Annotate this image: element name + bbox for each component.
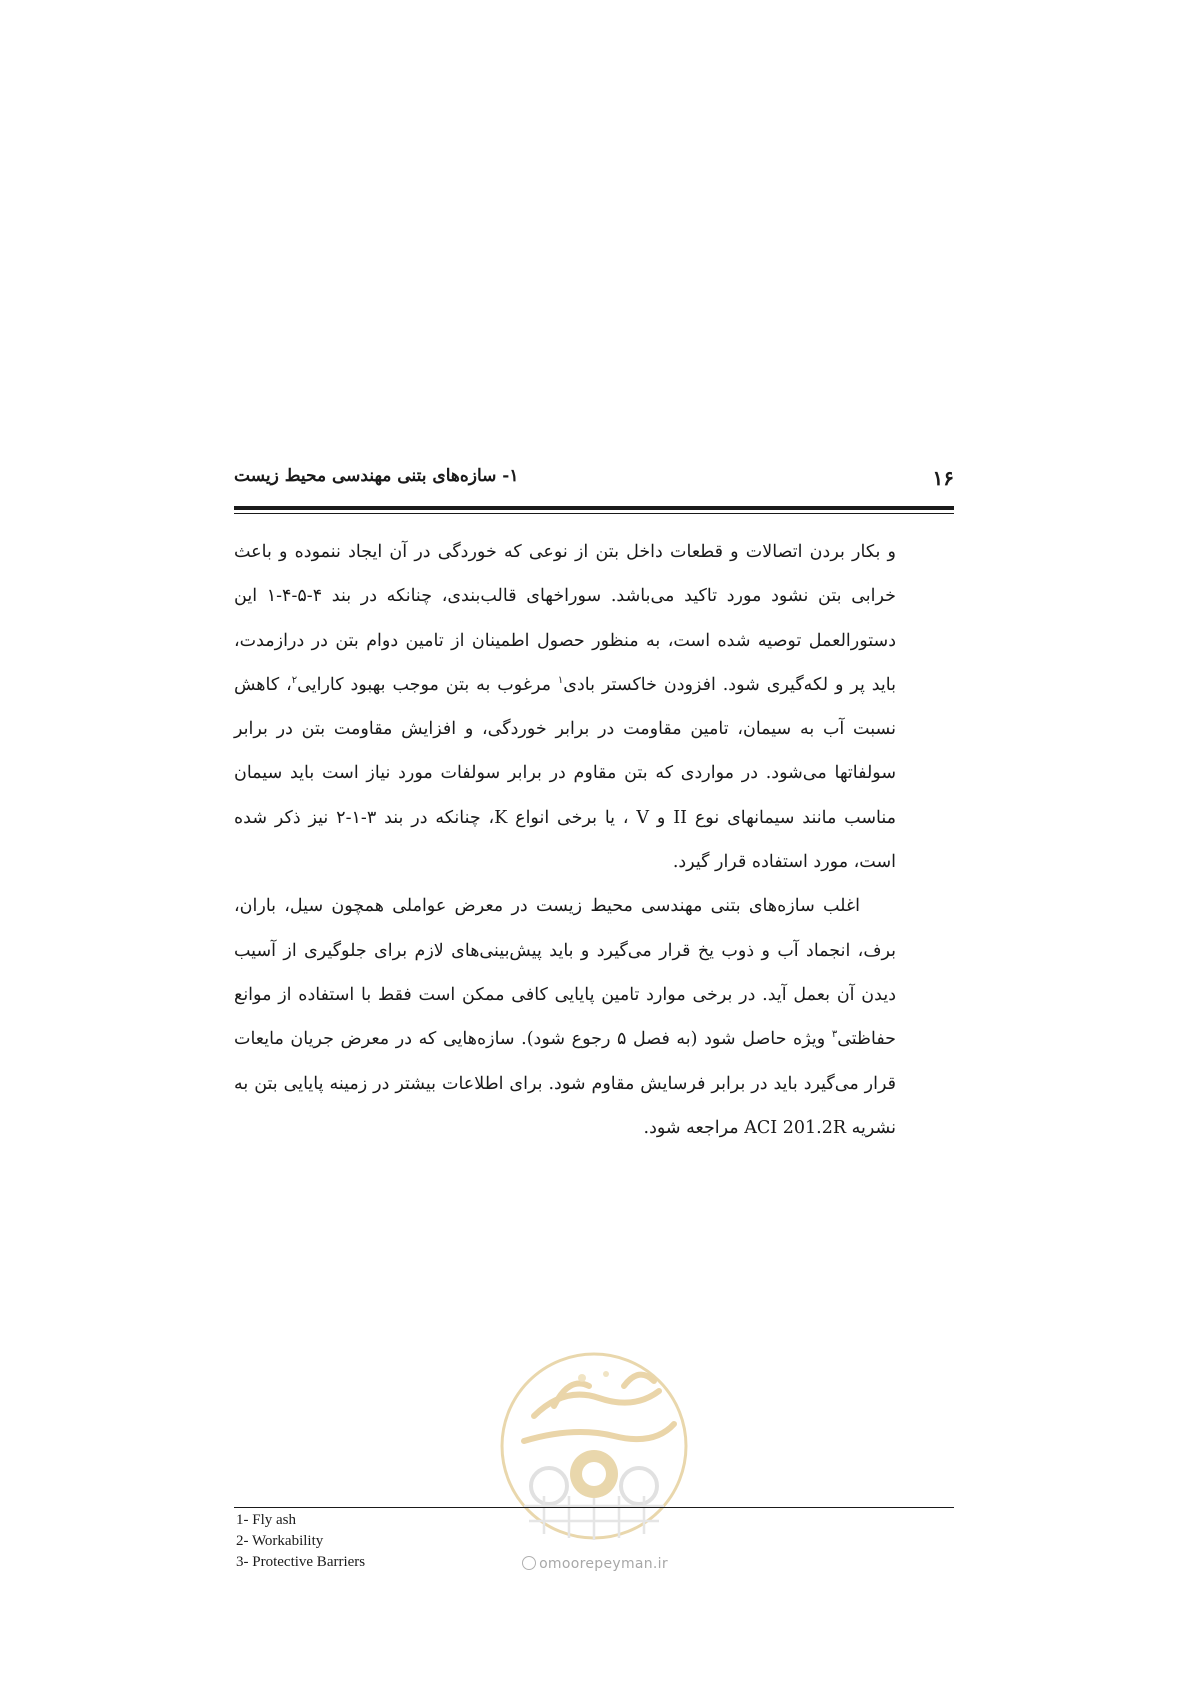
running-title: ۱- سازه‌های بتنی مهندسی محیط زیست bbox=[234, 466, 519, 486]
omoorepeyman-seal-icon bbox=[494, 1346, 694, 1546]
footnotes bbox=[236, 1510, 365, 1573]
paragraph-2-part-a: اغلب سازه‌های بتنی مهندسی محیط زیست در معرض عواملی همچون سیل، باران، برف، انجماد آب و ذوب یخ قرار می‌گیرد و باید پیش‌بینی‌های لازم برای جلوگیری از آسیب دیدن آن بعمل آید. در برخی موارد تامین پایایی کافی ممکن است فقط با استفاده از موانع حفاظتی bbox=[234, 896, 896, 1050]
footnote-1: 1- Fly ash bbox=[236, 1512, 296, 1528]
footnote-ref-2: ۲ bbox=[291, 675, 298, 687]
paragraph-2-part-b: ویژه حاصل شود (به فصل ۵ رجوع شود). سازه‌هایی که در معرض جریان مایعات قرار می‌گیرد باید در برابر فرسایش مقاوم شود. برای اطلاعات بیشتر در زمینه پایایی بتن به نشریه ACI 201.2R مراجعه شود. bbox=[234, 1029, 896, 1138]
footnote-ref-3: ۳ bbox=[831, 1029, 838, 1041]
at-icon bbox=[522, 1556, 536, 1570]
footnote-2: 2- Workability bbox=[236, 1533, 324, 1549]
paragraph-1-part-a: و بکار بردن اتصالات و قطعات داخل بتن از نوعی که خوردگی در آن ایجاد ننموده و باعث خرابی بتن نشود مورد تاکید می‌باشد. سوراخهای قالب‌بندی، چنانکه در بند ۴-۵-۴-۱ این دستورالعمل توصیه شده است، به منظور حصول اطمینان از تامین دوام بتن در درازمدت، باید پر و لکه‌گیری شود. افزودن خاکستر بادی bbox=[234, 542, 896, 695]
paragraph-1-part-c: ، کاهش نسبت آب به سیمان، تامین مقاومت در برابر خوردگی، و افزایش مقاومت بتن در برابر سولفاتها می‌شود. در مواردی که بتن مقاوم در برابر سولفات مورد نیاز است باید سیمان مناسب مانند سیمانهای نوع II و V ، یا برخی انواع K، چنانکه در بند ۳-۱-۲ نیز ذکر شده است، مورد استفاده قرار گیرد. bbox=[234, 674, 897, 873]
watermark-url-text: omoorepeyman.ir bbox=[539, 1556, 668, 1572]
footnote-3: 3- Protective Barriers bbox=[236, 1554, 366, 1570]
paragraph-1-part-b: مرغوب به بتن موجب بهبود کارایی bbox=[297, 674, 558, 695]
footnote-ref-1: ۱ bbox=[557, 675, 564, 687]
watermark-url bbox=[500, 1556, 690, 1572]
header-rule-thick bbox=[234, 506, 954, 510]
body-text bbox=[234, 530, 896, 1150]
paragraph-1 bbox=[234, 530, 896, 884]
footnote-rule bbox=[234, 1507, 954, 1508]
paragraph-2 bbox=[234, 884, 896, 1150]
page-number: ۱۶ bbox=[932, 466, 954, 490]
header-rule-thin bbox=[234, 513, 954, 514]
running-header bbox=[234, 462, 954, 498]
